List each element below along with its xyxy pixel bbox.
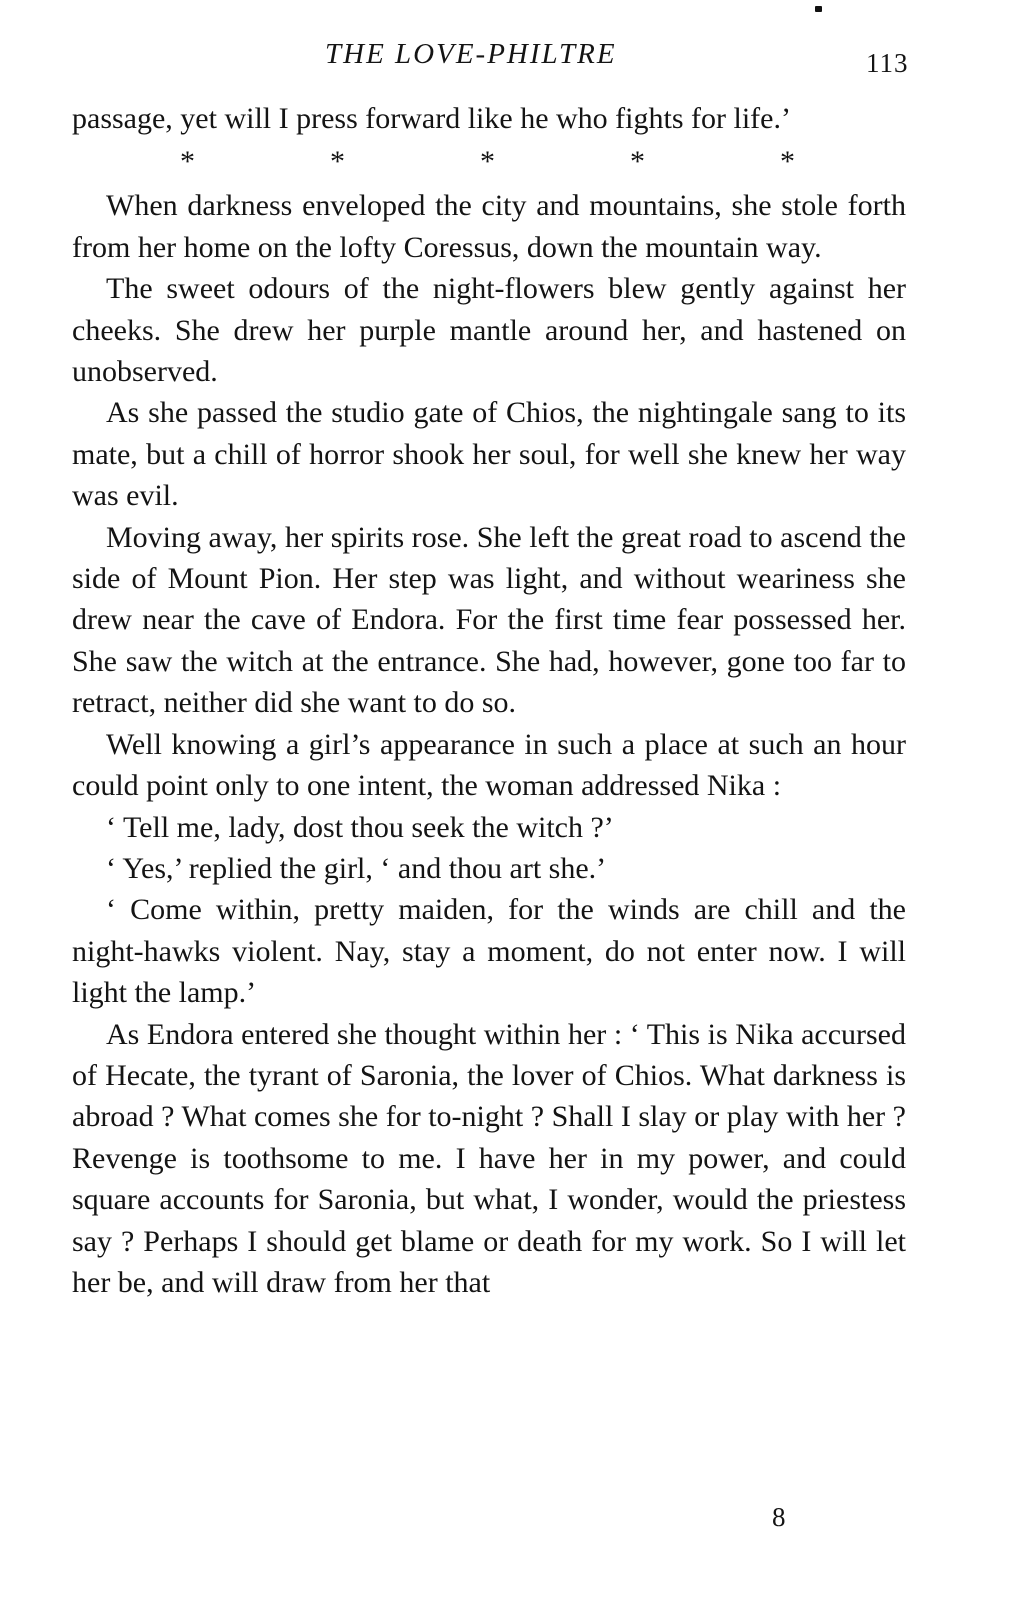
separator-star: * — [480, 145, 495, 179]
paragraph: Well knowing a girl’s appearance in such a place at such an hour could point only to one intent, the woman addressed Nika : — [72, 727, 906, 803]
page-number: 113 — [866, 48, 909, 78]
section-separator — [72, 139, 906, 185]
separator-star: * — [780, 145, 795, 179]
separator-star: * — [330, 145, 345, 179]
paragraph-continued: passage, yet will I press forward like he who fights for life.’ — [72, 102, 791, 135]
signature-mark: 8 — [772, 1502, 786, 1532]
page-header — [0, 38, 1010, 78]
dialogue-line: ‘ Tell me, lady, dost thou seek the witch ?’ — [106, 810, 614, 844]
paragraph: When darkness enveloped the city and mountains, she stole forth from her home on the lofty Coressus, down the mountain way. — [72, 189, 906, 264]
dialogue-line: ‘ Yes,’ replied the girl, ‘ and thou art she.’ — [106, 851, 607, 885]
paragraph: The sweet odours of the night-flowers blew gently against her cheeks. She drew her purple mantle around her, and hastened on unobserved. — [72, 272, 906, 389]
separator-star: * — [630, 145, 645, 179]
paragraph: As she passed the studio gate of Chios, the nightingale sang to its mate, but a chill of horror shook her soul, for well she knew her way was evil. — [72, 396, 906, 513]
dialogue-line: ‘ Come within, pretty maiden, for the winds are chill and the night-hawks violent. Nay, stay a moment, do not enter now. I will light the lamp.’ — [72, 893, 906, 1010]
paragraph: Moving away, her spirits rose. She left the great road to ascend the side of Mount Pion. Her step was light, and without weariness she drew near the cave of Endora. For the first time fear possessed her. She saw the witch at the entrance. She had, however, gone too far to retract, neither did she want to do so. — [72, 520, 906, 720]
body-text — [72, 98, 906, 1303]
ink-speck — [815, 6, 822, 12]
paragraph: As Endora entered she thought within her : ‘ This is Nika accursed of Hecate, the tyrant of Saronia, the lover of Chios. What darkness is abroad ? What comes she for to-night ? Shall I slay or play with her ? Revenge is toothsome to me. I have her in my power, and could square accounts for Saronia, but what, I wonder, would the priestess say ? Perhaps I should get blame or death for my work. So I will let her be, and will draw from her that — [72, 1017, 906, 1299]
running-title: THE LOVE-PHILTRE — [325, 38, 617, 70]
separator-star: * — [180, 145, 195, 179]
